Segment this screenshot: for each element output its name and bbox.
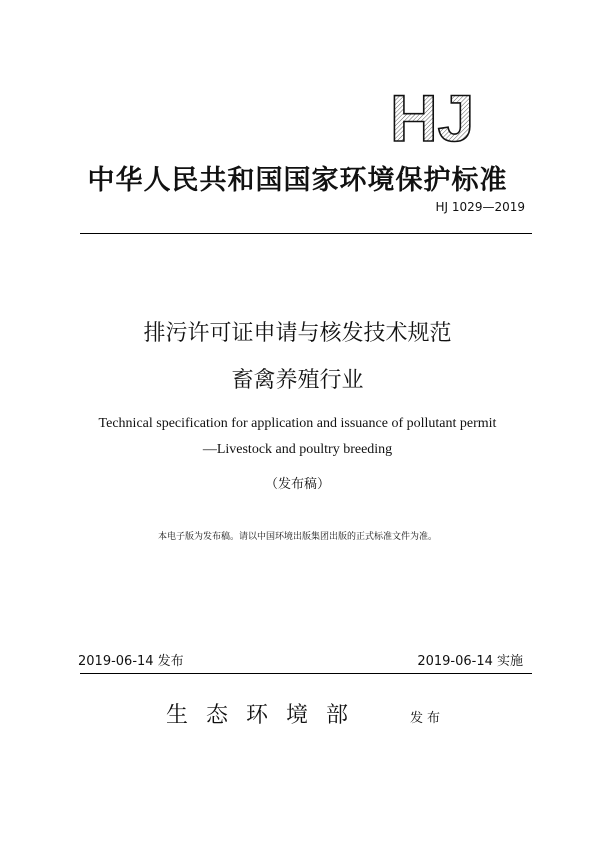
- issuer-name: 生态环境部: [166, 703, 367, 728]
- title-cn-line2: 畜禽养殖行业: [231, 368, 364, 393]
- issuer-suffix: 发布: [410, 711, 445, 726]
- title-cn-line1: 排污许可证申请与核发技术规范: [143, 321, 452, 346]
- svg-text:HJ: HJ: [390, 86, 475, 146]
- hj-logo: [388, 86, 502, 146]
- electronic-version-notice: 本电子版为发布稿。请以中国环境出版集团出版的正式标准文件为准。: [157, 532, 437, 542]
- implement-date: 2019-06-14 实施: [417, 654, 523, 669]
- draft-label: （发布稿）: [264, 477, 330, 492]
- title-en-line2: —Livestock and poultry breeding: [202, 442, 393, 457]
- standard-title: 中华人民共和国国家环境保护标准: [87, 165, 508, 196]
- top-divider: [80, 233, 532, 234]
- publish-date: 2019-06-14 发布: [78, 654, 184, 669]
- title-en-line1: Technical specification for application and issuance of pollutant permit: [98, 416, 497, 431]
- bottom-divider: [80, 673, 532, 674]
- standard-code: HJ 1029—2019: [435, 200, 525, 214]
